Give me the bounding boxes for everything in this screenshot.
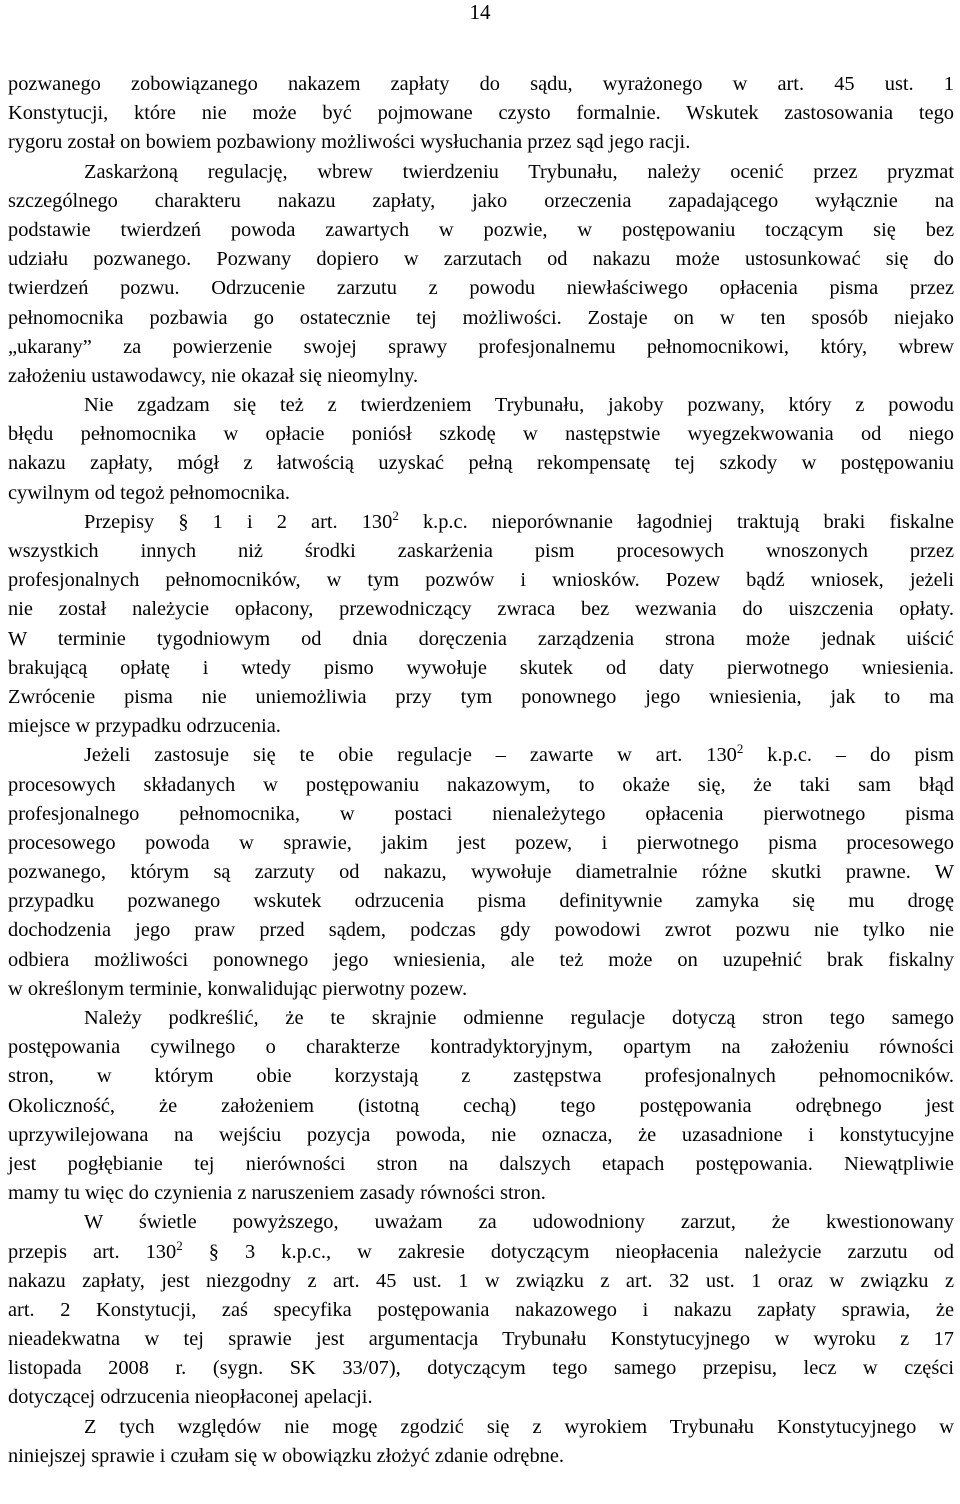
line-text: procesowych składanych w postępowaniu nakazowym, to okaże się, że taki sam błąd [8,773,954,796]
line-text: profesjonalnego pełnomocnika, w postaci nienależytego opłacenia pierwotnego pisma [8,802,954,825]
text-line [8,887,954,916]
text-line [8,975,954,1004]
line-text: szczególnego charakteru nakazu zapłaty, jako orzeczenia zapadającego wyłącznie na [8,189,954,212]
text-line [8,362,954,391]
text-line [8,683,954,712]
text-line [8,333,954,362]
text-line [8,158,954,187]
text-line [8,1121,954,1150]
text-line [8,829,954,858]
line-text: Z tych względów nie mogę zgodzić się z wyrokiem Trybunału Konstytucyjnego w [84,1415,954,1438]
line-text: podstawie twierdzeń powoda zawartych w pozwie, w postępowaniu toczącym się bez [8,218,954,241]
line-text-continued: k.p.c. nieporównanie łagodniej traktują braki fiskalne [398,510,954,533]
line-text: w określonym terminie, konwalidując pierwotny pozew. [8,977,468,1000]
line-text: założeniu ustawodawcy, nie okazał się nieomylny. [8,364,419,387]
text-line [8,508,954,537]
text-line [8,1238,954,1267]
line-text: odbiera możliwości ponownego jego wniesienia, ale też może on uzupełnić brak fiskalny [8,948,954,971]
superscript: 2 [736,741,744,757]
text-line [8,216,954,245]
text-line [8,1413,954,1442]
line-text: brakującą opłatę i wtedy pismo wywołuje skutek od daty pierwotnego wniesienia. [8,656,954,679]
line-text: Jeżeli zastosuje się te obie regulacje – zawarte w art. 130 [84,744,737,767]
document-body [8,70,954,1471]
line-text: Zwrócenie pisma nie uniemożliwia przy tym ponownego jego wniesienia, jak to ma [8,685,954,708]
line-text: pełnomocnika pozbawia go ostatecznie tej możliwości. Zostaje on w ten sposób niejako [8,306,954,329]
text-line [8,1296,954,1325]
line-text-continued: k.p.c. – do pism [743,744,954,767]
line-text-continued: § 3 k.p.c., w zakresie dotyczącym nieopłacenia należycie zarzutu od [182,1240,954,1263]
text-line [8,595,954,624]
line-text: nakazu zapłaty, mógł z łatwością uzyskać pełną rekompensatę tej szkody w postępowaniu [8,452,954,475]
text-line [8,187,954,216]
text-line [8,1179,954,1208]
text-line [8,771,954,800]
line-text: udziału pozwanego. Pozwany dopiero w zarzutach od nakazu może ustosunkować się do [8,248,954,271]
text-line [8,1092,954,1121]
line-text: rygoru został on bowiem pozbawiony możliwości wysłuchania przez sąd jego racji. [8,131,691,154]
text-line [8,1383,954,1412]
text-line [8,566,954,595]
text-line [8,274,954,303]
line-text: wszystkich innych niż środki zaskarżenia pism procesowych wnoszonych przez [8,540,954,562]
line-text: pozwanego zobowiązanego nakazem zapłaty do sądu, wyrażonego w art. 45 ust. 1 [8,73,954,95]
text-line [8,99,954,128]
line-text: W świetle powyższego, uważam za udowodniony zarzut, że kwestionowany [84,1211,954,1234]
superscript: 2 [392,507,399,523]
superscript: 2 [176,1237,183,1253]
line-text: Należy podkreślić, że te skrajnie odmienne regulacje dotyczą stron tego samego [84,1007,954,1029]
text-line [8,245,954,274]
text-line [8,479,954,508]
text-line [8,420,954,449]
page-number: 14 [469,0,491,24]
text-line [8,304,954,333]
line-text: nieadekwatna w tej sprawie jest argumentacja Trybunału Konstytucyjnego w wyroku z 17 [8,1328,954,1351]
text-line [8,391,954,420]
text-line [8,858,954,887]
line-text: miejsce w przypadku odrzucenia. [8,715,281,738]
text-line [8,1150,954,1179]
line-text: W terminie tygodniowym od dnia doręczenia zarządzenia strona może jednak uiścić [8,627,954,650]
line-text: listopada 2008 r. (sygn. SK 33/07), dotyczącym tego samego przepisu, lecz w części [8,1357,954,1380]
line-text: niniejszej sprawie i czułam się w obowiązku złożyć zdanie odrębne. [8,1444,564,1467]
line-text: Konstytucji, które nie może być pojmowane czysto formalnie. Wskutek zastosowania tego [8,102,954,125]
text-line [8,1004,954,1033]
line-text: Zaskarżoną regulację, wbrew twierdzeniu Trybunału, należy ocenić przez pryzmat [84,160,954,183]
line-text: stron, w którym obie korzystają z zastępstwa profesjonalnych pełnomocników. [8,1065,954,1088]
line-text: przypadku pozwanego wskutek odrzucenia pisma definitywnie zamyka się mu drogę [8,890,954,913]
line-text: „ukarany” za powierzenie swojej sprawy profesjonalnemu pełnomocnikowi, który, wbrew [8,335,954,358]
text-line [8,625,954,654]
text-line [8,1062,954,1091]
text-line [8,654,954,683]
text-line [8,70,954,99]
text-line [8,712,954,741]
text-line [8,537,954,566]
line-text: mamy tu więc do czynienia z naruszeniem zasady równości stron. [8,1182,546,1205]
line-text: nie został należycie opłacony, przewodniczący zwraca bez wezwania do uiszczenia opłaty. [8,598,954,621]
text-line [8,1267,954,1296]
text-line [8,1033,954,1062]
line-text: przepis art. 130 [8,1240,177,1263]
line-text: Nie zgadzam się też z twierdzeniem Trybunału, jakoby pozwany, który z powodu [84,394,954,417]
line-text: uprzywilejowana na wejściu pozycja powoda, nie oznacza, że uzasadnione i konstytucyjne [8,1123,954,1146]
line-text: błędu pełnomocnika w opłacie poniósł szkodę w następstwie wyegzekwowania od niego [8,423,954,446]
text-line [8,128,954,157]
line-text: cywilnym od tegoż pełnomocnika. [8,481,291,504]
text-line [8,800,954,829]
text-line [8,1208,954,1237]
line-text: pozwanego, którym są zarzuty od nakazu, wywołuje diametralnie różne skutki prawne. W [8,861,954,884]
line-text: profesjonalnych pełnomocników, w tym pozwów i wniosków. Pozew bądź wniosek, jeżeli [8,569,954,592]
line-text: art. 2 Konstytucji, zaś specyfika postępowania nakazowego i nakazu zapłaty sprawia, że [8,1298,954,1321]
text-line [8,946,954,975]
line-text: twierdzeń pozwu. Odrzucenie zarzutu z powodu niewłaściwego opłacenia pisma przez [8,277,954,300]
text-line [8,449,954,478]
line-text: jest pogłębianie tej nierówności stron na dalszych etapach postępowania. Niewątpliwie [8,1152,954,1175]
line-text: postępowania cywilnego o charakterze kontradyktoryjnym, opartym na założeniu równości [8,1036,954,1059]
line-text: procesowego powoda w sprawie, jakim jest pozew, i pierwotnego pisma procesowego [8,831,954,854]
line-text: dochodzenia jego praw przed sądem, podczas gdy powodowi zwrot pozwu nie tylko nie [8,919,954,942]
line-text: Okoliczność, że założeniem (istotną cechą) tego postępowania odrębnego jest [8,1094,954,1117]
text-line [8,1325,954,1354]
line-text: dotyczącej odrzucenia nieopłaconej apelacji. [8,1386,373,1409]
line-text: Przepisy § 1 i 2 art. 130 [84,510,393,533]
line-text: nakazu zapłaty, jest niezgodny z art. 45 ust. 1 w związku z art. 32 ust. 1 oraz w związku z [8,1269,954,1292]
text-line [8,741,954,770]
text-line [8,916,954,945]
text-line [8,1354,954,1383]
text-line [8,1442,954,1471]
